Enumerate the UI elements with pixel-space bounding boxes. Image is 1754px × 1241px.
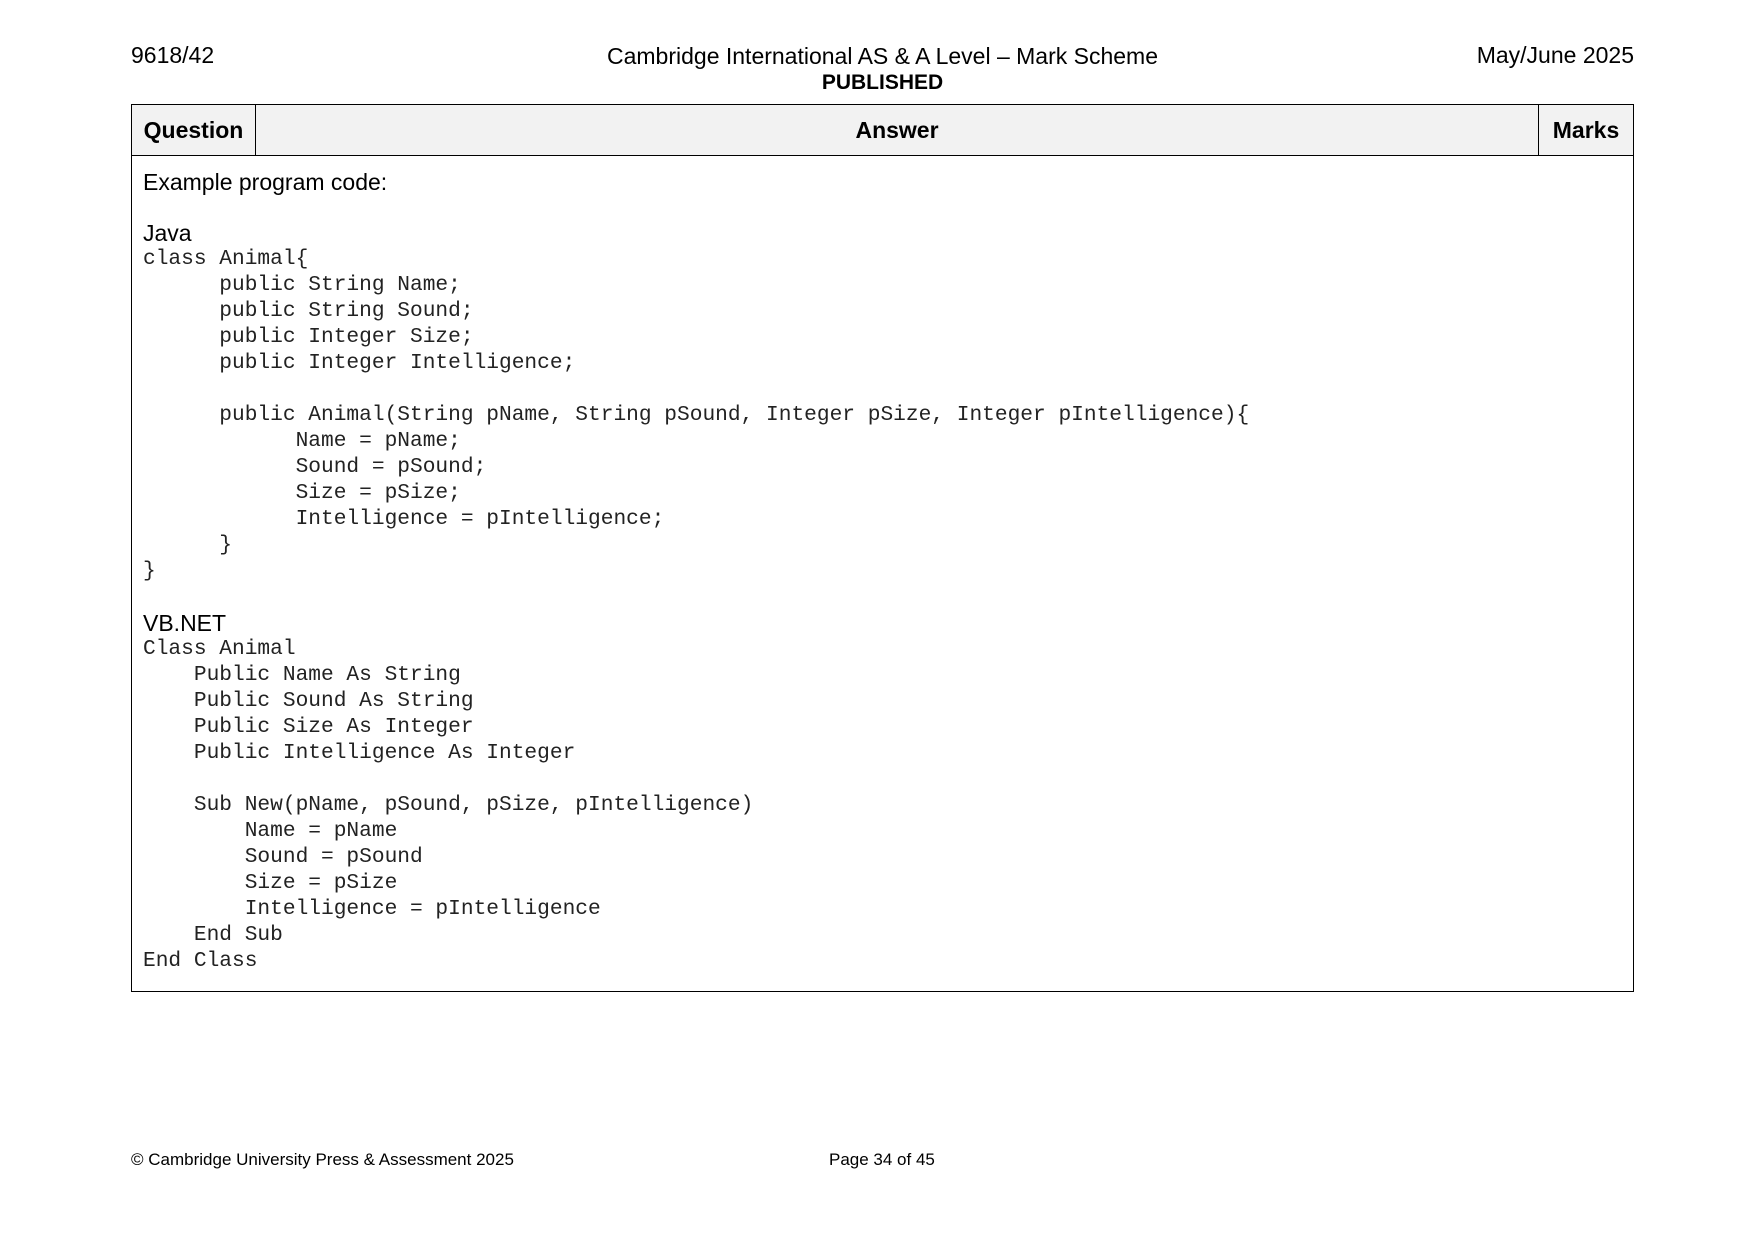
java-label: Java: [143, 220, 192, 246]
paper-code: 9618/42: [131, 42, 215, 68]
intro-text: Example program code:: [143, 169, 388, 195]
table-header-row: [132, 105, 1633, 156]
page-header: [131, 42, 1634, 102]
question-column-header: Question: [132, 105, 256, 155]
document-title-block: [131, 42, 1634, 96]
answer-cell: [132, 156, 1633, 991]
copyright-notice: © Cambridge University Press & Assessment 2025: [131, 1150, 514, 1169]
exam-session: May/June 2025: [1476, 42, 1634, 68]
java-code-block: class Animal{ public String Name; public String Sound; public Integer Size; public Integer Intelligence; public Animal(String pName, String pSound, Integer pSize, Integer pIntelligence){ Name = pName; Sound = pSound; Size = pSize; Intelligence = pIntelligence; } }: [143, 247, 1250, 583]
answer-column-header: Answer: [855, 116, 939, 143]
mark-scheme-table: [131, 104, 1634, 992]
document-title: Cambridge International AS & A Level – Mark Scheme: [606, 43, 1159, 69]
marks-column-header: Marks: [1538, 105, 1633, 155]
spacer: [143, 584, 1623, 610]
vbnet-code-block: Class Animal Public Name As String Public Sound As String Public Size As Integer Public Intelligence As Integer Sub New(pName, pSound, pSize, pIntelligence) Name = pName Sound = pSound Size = pSize Intelligence = pIntelligence End Sub End Class: [143, 637, 754, 973]
page-number: Page 34 of 45: [829, 1150, 935, 1169]
published-label: PUBLISHED: [821, 71, 944, 94]
vbnet-label: VB.NET: [143, 610, 227, 636]
